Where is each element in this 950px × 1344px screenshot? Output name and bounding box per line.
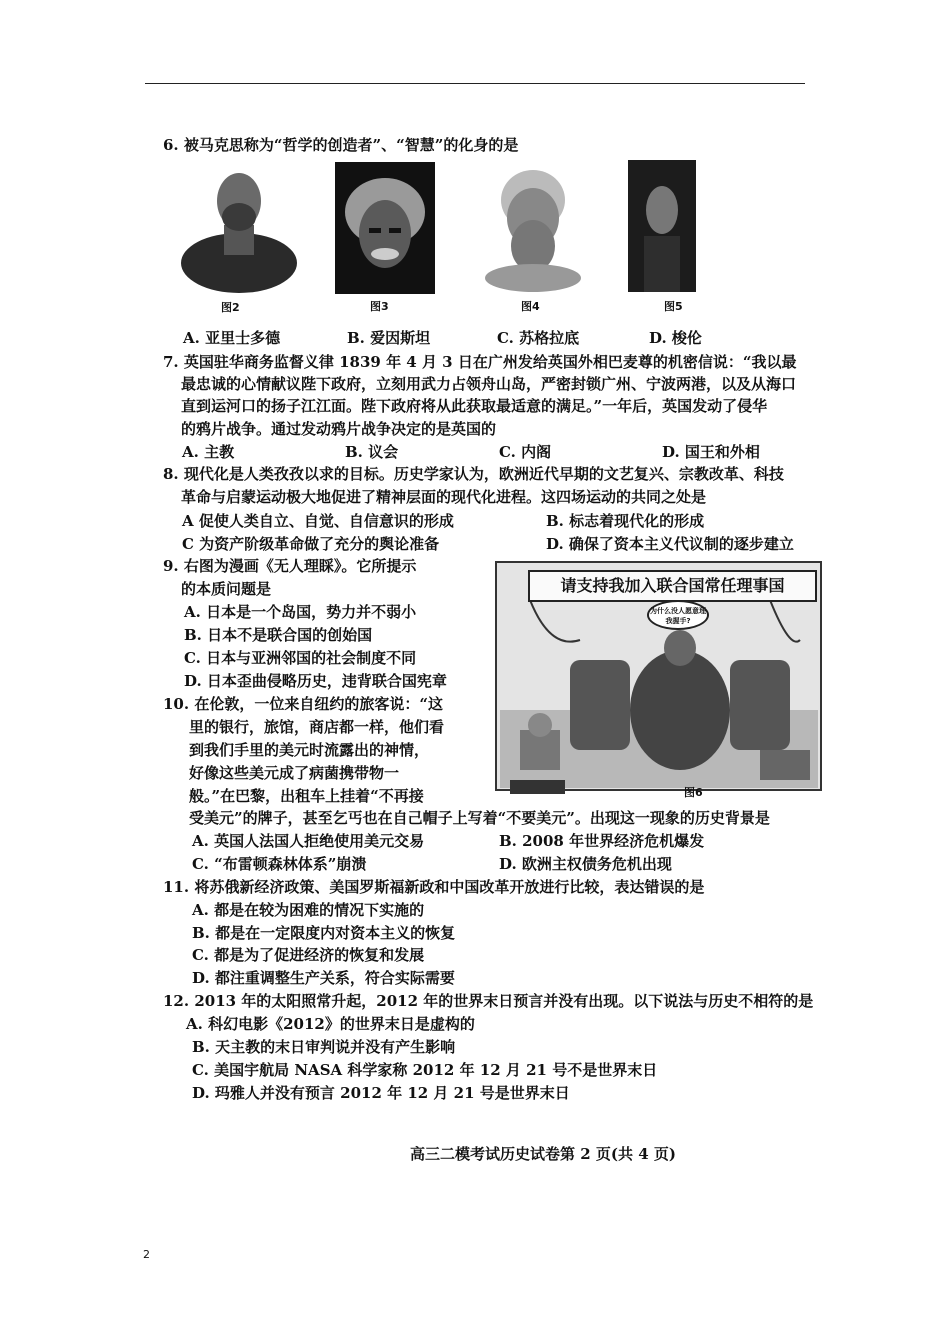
figure-socrates-sketch bbox=[483, 160, 583, 292]
q7-option-a: A. 主教 bbox=[182, 443, 235, 461]
q8-option-a: A 促使人类自立、自觉、自信意识的形成 bbox=[182, 512, 454, 530]
q10-option-b: B. 2008 年世界经济危机爆发 bbox=[499, 832, 705, 850]
q7-option-d: D. 国王和外相 bbox=[662, 443, 760, 461]
q10-line-4: 好像这些美元成了病菌携带物一 bbox=[189, 764, 400, 782]
q9-option-d: D. 日本歪曲侵略历史，违背联合国宪章 bbox=[184, 672, 447, 690]
q10-option-d: D. 欧洲主权债务危机出现 bbox=[499, 855, 672, 873]
q12-option-d: D. 玛雅人并没有预言 2012 年 12 月 21 号是世界末日 bbox=[192, 1084, 570, 1102]
figure-3-caption: 图3 bbox=[370, 300, 389, 313]
q12-option-c: C. 美国宇航局 NASA 科学家称 2012 年 12 月 21 号不是世界末日 bbox=[192, 1061, 658, 1079]
q7-line-4: 的鸦片战争。通过发动鸦片战争决定的是英国的 bbox=[181, 420, 497, 438]
q9-option-a: A. 日本是一个岛国，势力并不弱小 bbox=[184, 603, 417, 621]
q7-line-1: 7. 英国驻华商务监督义律 1839 年 4 月 3 日在广州发给英国外相巴麦尊的机密信说：“我以最 bbox=[163, 353, 797, 371]
q10-line-5: 般。”在巴黎，出租车上挂着“不再接 bbox=[189, 787, 424, 805]
q11-option-d: D. 都注重调整生产关系，符合实际需要 bbox=[192, 969, 455, 987]
q7-option-c: C. 内阁 bbox=[499, 443, 552, 461]
q9-line-1: 9. 右图为漫画《无人理睬》。它所提示 bbox=[163, 557, 417, 575]
figure-6-caption: 图6 bbox=[684, 786, 703, 799]
q8-option-d: D. 确保了资本主义代议制的逐步建立 bbox=[546, 535, 794, 553]
q10-line-6: 受美元”的牌子，甚至乞丐也在自己帽子上写着“不要美元”。出现这一现象的历史背景是 bbox=[189, 809, 770, 827]
figure-2-caption: 图2 bbox=[221, 301, 240, 314]
q9-line-2: 的本质问题是 bbox=[181, 580, 272, 598]
q8-line-2: 革命与启蒙运动极大地促进了精神层面的现代化进程。这四场运动的共同之处是 bbox=[181, 488, 707, 506]
q11-option-b: B. 都是在一定限度内对资本主义的恢复 bbox=[192, 924, 456, 942]
figure-5-caption: 图5 bbox=[664, 300, 683, 313]
q10-line-3: 到我们手里的美元时流露出的神情， bbox=[189, 741, 430, 759]
q6-stem: 6. 被马克思称为“哲学的创造者”、“智慧”的化身的是 bbox=[163, 136, 519, 154]
q8-option-c: C 为资产阶级革命做了充分的舆论准备 bbox=[182, 535, 440, 553]
page-number: 2 bbox=[143, 1248, 150, 1261]
q11-stem: 11. 将苏俄新经济政策、美国罗斯福新政和中国改革开放进行比较，表达错误的是 bbox=[163, 878, 705, 896]
q6-option-b: B. 爱因斯坦 bbox=[347, 329, 431, 347]
q12-stem: 12. 2013 年的太阳照常升起，2012 年的世界末日预言并没有出现。以下说法与历史不相符的是 bbox=[163, 992, 814, 1010]
cartoon-speech-bubble: 为什么没人愿意理我握手? bbox=[647, 600, 709, 630]
figure-solon-photo bbox=[628, 160, 696, 292]
q9-option-b: B. 日本不是联合国的创始国 bbox=[184, 626, 373, 644]
q6-option-a: A. 亚里士多德 bbox=[183, 329, 281, 347]
figure-einstein-photo bbox=[335, 162, 435, 294]
q11-option-c: C. 都是为了促进经济的恢复和发展 bbox=[192, 946, 425, 964]
header-rule bbox=[145, 83, 805, 84]
q10-option-c: C. “布雷顿森林体系”崩溃 bbox=[192, 855, 367, 873]
q6-option-d: D. 梭伦 bbox=[649, 329, 702, 347]
q12-option-b: B. 天主教的末日审判说并没有产生影响 bbox=[192, 1038, 456, 1056]
q10-option-a: A. 英国人法国人拒绝使用美元交易 bbox=[192, 832, 425, 850]
q6-option-c: C. 苏格拉底 bbox=[497, 329, 580, 347]
q7-option-b: B. 议会 bbox=[345, 443, 399, 461]
q10-line-1: 10. 在伦敦，一位来自纽约的旅客说：“这 bbox=[163, 695, 443, 713]
q8-option-b: B. 标志着现代化的形成 bbox=[546, 512, 705, 530]
q12-option-a: A. 科幻电影《2012》的世界末日是虚构的 bbox=[186, 1015, 475, 1033]
q9-option-c: C. 日本与亚洲邻国的社会制度不同 bbox=[184, 649, 417, 667]
page-footer: 高三二模考试历史试卷第 2 页(共 4 页) bbox=[410, 1145, 676, 1163]
q10-line-2: 里的银行，旅馆，商店都一样，他们看 bbox=[189, 718, 445, 736]
q7-line-2: 最忠诚的心情献议陛下政府，立刻用武力占领舟山岛，严密封锁广州、宁波两港，以及从海口 bbox=[181, 375, 797, 393]
q11-option-a: A. 都是在较为困难的情况下实施的 bbox=[192, 901, 425, 919]
figure-aristotle-bust bbox=[178, 165, 300, 295]
cartoon-banner-text: 请支持我加入联合国常任理事国 bbox=[528, 570, 817, 602]
q8-line-1: 8. 现代化是人类孜孜以求的目标。历史学家认为，欧洲近代早期的文艺复兴、宗教改革、科技 bbox=[163, 465, 784, 483]
q7-line-3: 直到运河口的扬子江江面。陛下政府将从此获取最适意的满足。”一年后，英国发动了侵华 bbox=[181, 397, 768, 415]
figure-4-caption: 图4 bbox=[521, 300, 540, 313]
